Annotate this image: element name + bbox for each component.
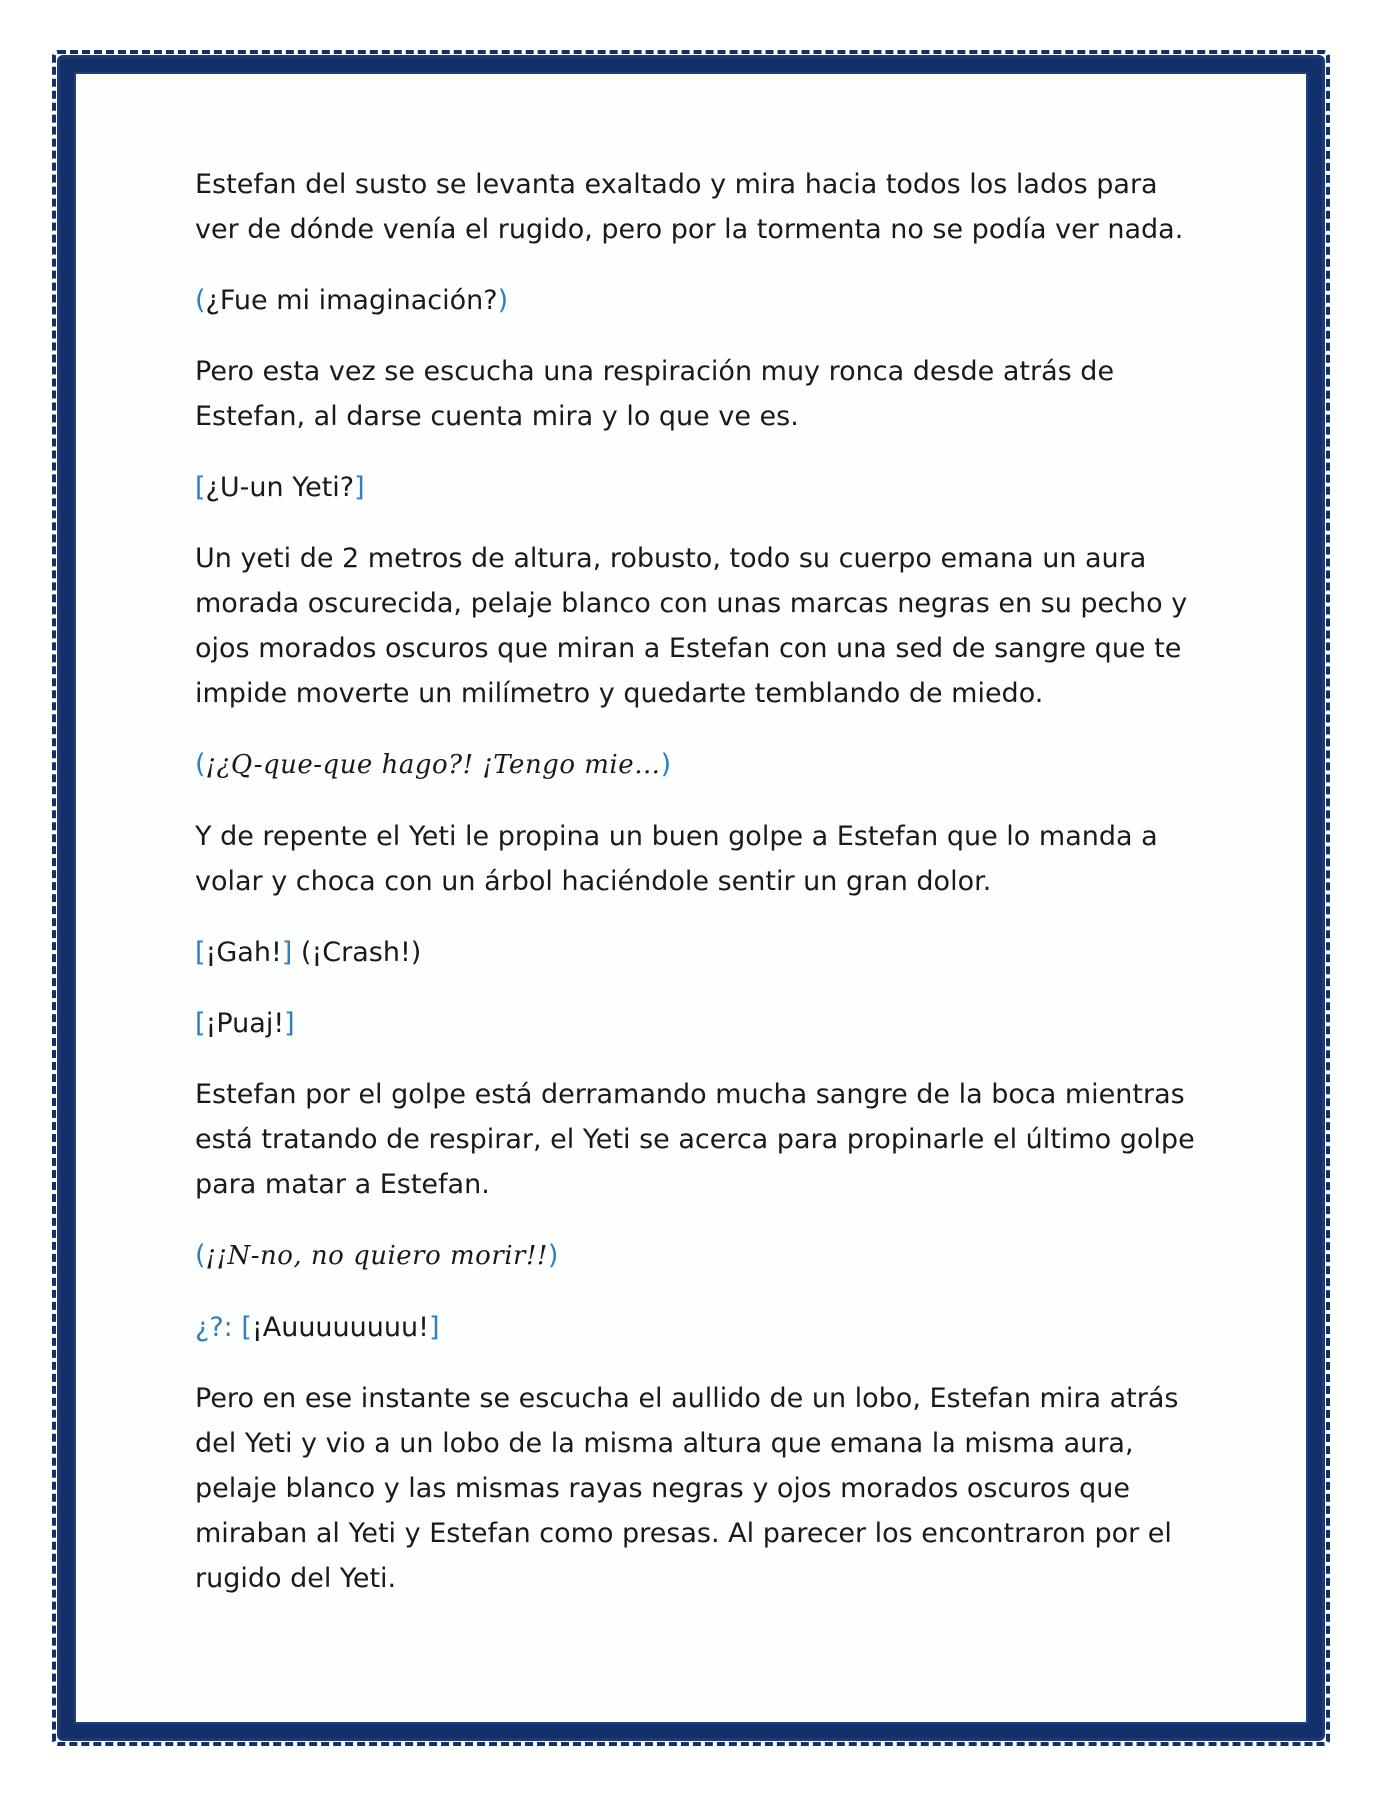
thought-text-3: ¡¡N-no, no quiero morir!! (205, 1241, 548, 1271)
thought-line-2 (195, 742, 1205, 788)
speech-line-2 (195, 930, 1205, 975)
speech-text-4: ¡Auuuuuuuu! (251, 1312, 429, 1343)
thought-line-3 (195, 1233, 1205, 1279)
open-paren: ( (195, 285, 206, 316)
close-bracket: ] (428, 1312, 440, 1343)
sound-effect-crash: (¡Crash!) (300, 937, 422, 968)
speech-line-3 (195, 1001, 1205, 1046)
speech-text-1: ¿U-un Yeti? (205, 472, 355, 503)
open-paren: ( (195, 749, 206, 780)
paragraph-3: Un yeti de 2 metros de altura, robusto, todo su cuerpo emana un aura morada oscurecida, pelaje blanco con unas marcas negras en su pecho y ojos morados oscuros que miran a Estefan con una sed de sangre que te impide moverte un milímetro y quedarte temblando de miedo. (195, 543, 1188, 709)
open-bracket: [ (241, 1312, 252, 1343)
paragraph-1: Estefan del susto se levanta exaltado y mira hacia todos los lados para ver de dónde venía el rugido, pero por la tormenta no se podía ver nada. (195, 169, 1184, 245)
open-paren: ( (195, 1240, 206, 1271)
open-bracket: [ (195, 472, 206, 503)
story-text (195, 162, 1205, 1627)
paragraph-6: Pero en ese instante se escucha el aullido de un lobo, Estefan mira atrás del Yeti y vio a un lobo de la misma altura que emana la misma aura, pelaje blanco y las mismas rayas negras y ojos morados oscuros que miraban al Yeti y Estefan como presas. Al parecer los encontraron por el rugido del Yeti. (195, 1383, 1179, 1594)
paragraph-5: Estefan por el golpe está derramando mucha sangre de la boca mientras está tratando de respirar, el Yeti se acerca para propinarle el último golpe para matar a Estefan. (195, 1079, 1195, 1200)
speech-text-3: ¡Puaj! (205, 1008, 285, 1039)
close-paren: ) (497, 285, 509, 316)
thought-text-1: ¿Fue mi imaginación? (205, 285, 498, 316)
close-paren: ) (547, 1240, 559, 1271)
speech-line-4 (195, 1305, 1205, 1350)
paragraph-2: Pero esta vez se escucha una respiración muy ronca desde atrás de Estefan, al darse cuenta mira y lo que ve es. (195, 356, 1115, 432)
paragraph-4: Y de repente el Yeti le propina un buen golpe a Estefan que lo manda a volar y choca con un árbol haciéndole sentir un gran dolor. (195, 821, 1158, 897)
close-bracket: ] (354, 472, 365, 503)
unknown-speaker: ¿?: (195, 1312, 233, 1343)
speech-line-1 (195, 465, 1205, 510)
close-paren: ) (660, 749, 672, 780)
speech-text-2: ¡Gah! (205, 937, 282, 968)
close-bracket: ] (281, 937, 293, 968)
open-bracket: [ (195, 1008, 206, 1039)
thought-text-2: ¡¿Q-que-que hago?! ¡Tengo mie… (205, 750, 661, 780)
thought-line-1 (195, 278, 1205, 323)
close-bracket: ] (284, 1008, 295, 1039)
open-bracket: [ (195, 937, 206, 968)
